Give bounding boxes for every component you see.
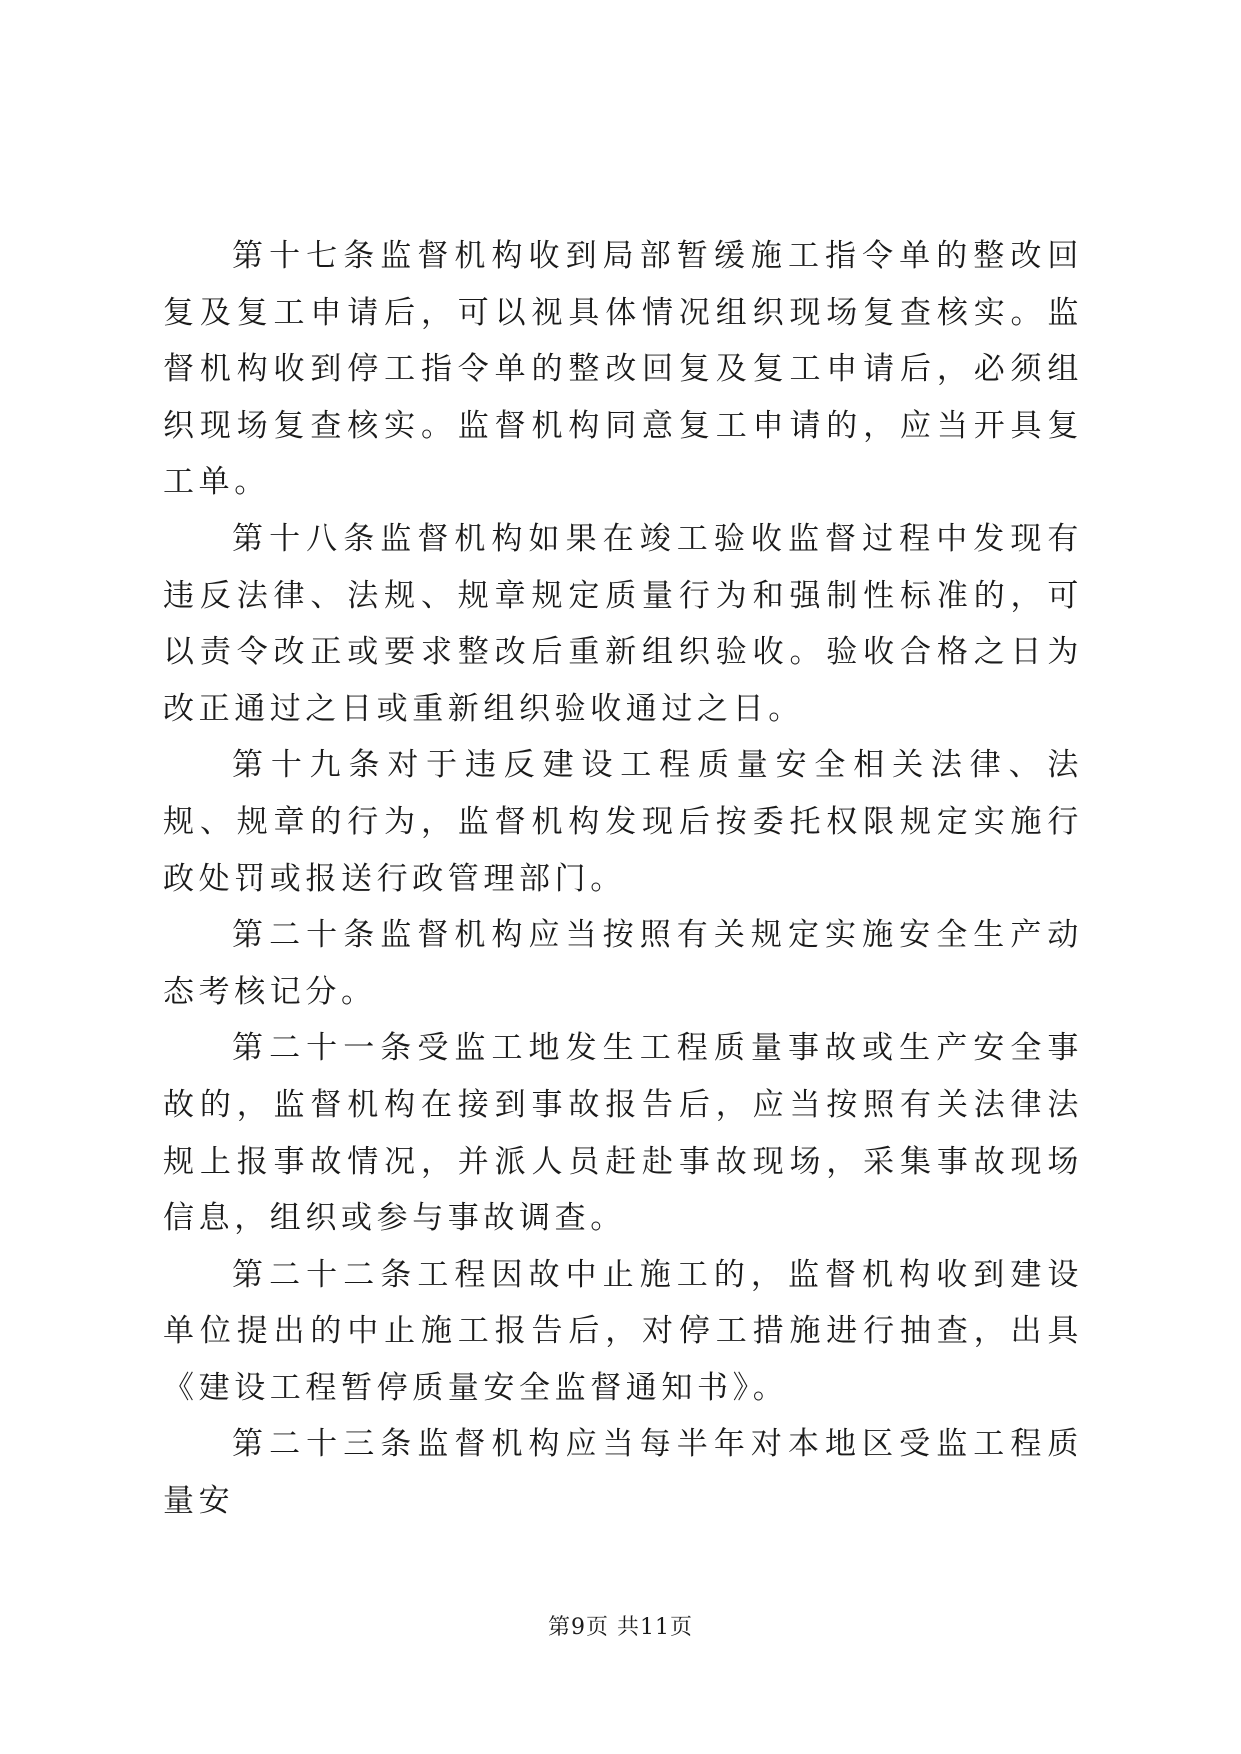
paragraph-article-17: 第十七条监督机构收到局部暂缓施工指令单的整改回复及复工申请后，可以视具体情况组织现场复查核实。监督机构收到停工指令单的整改回复及复工申请后，必须组织现场复查核实。监督机构同意复工申请的，应当开具复工单。: [163, 238, 1083, 501]
paragraph-article-19: 第十九条对于违反建设工程质量安全相关法律、法规、规章的行为，监督机构发现后按委托权限规定实施行政处罚或报送行政管理部门。: [163, 747, 1083, 897]
paragraph-article-18: 第十八条监督机构如果在竣工验收监督过程中发现有违反法律、法规、规章规定质量行为和强制性标准的，可以责令改正或要求整改后重新组织验收。验收合格之日为改正通过之日或重新组织验收通过之日。: [163, 520, 1083, 727]
paragraph-article-22: 第二十二条工程因故中止施工的，监督机构收到建设单位提出的中止施工报告后，对停工措施进行抽查，出具《建设工程暂停质量安全监督通知书》。: [163, 1256, 1083, 1406]
paragraph-article-21: 第二十一条受监工地发生工程质量事故或生产安全事故的，监督机构在接到事故报告后，应当按照有关法律法规上报事故情况，并派人员赶赴事故现场，采集事故现场信息，组织或参与事故调查。: [163, 1030, 1083, 1237]
paragraph-article-23: 第二十三条监督机构应当每半年对本地区受监工程质量安: [163, 1426, 1083, 1520]
page-number-footer: 第9页 共11页: [548, 1615, 693, 1640]
paragraph-article-20: 第二十条监督机构应当按照有关规定实施安全生产动态考核记分。: [163, 917, 1083, 1010]
document-body: [163, 228, 1083, 1530]
